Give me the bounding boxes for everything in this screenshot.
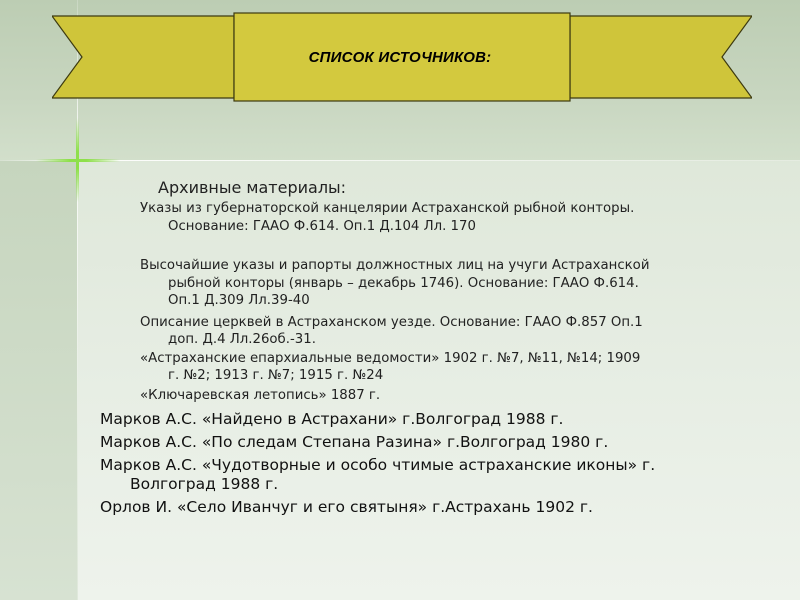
archive-heading: Архивные материалы:: [158, 178, 347, 197]
archive-item-line: Оп.1 Д.309 Лл.39-40: [168, 293, 310, 308]
source-item-line: Марков А.С. «По следам Степана Разина» г.Волгоград 1980 г.: [100, 433, 609, 451]
source-item-line: Марков А.С. «Чудотворные и особо чтимые астраханские иконы» г.: [100, 456, 656, 474]
source-item-line: Волгоград 1988 г.: [130, 475, 279, 493]
source-item-line: Марков А.С. «Найдено в Астрахани» г.Волгоград 1988 г.: [100, 410, 564, 428]
sparkle-vertical: [76, 118, 79, 202]
archive-item-line: доп. Д.4 Лл.26об.-31.: [168, 332, 316, 347]
archive-item-line: Основание: ГААО Ф.614. Оп.1 Д.104 Лл. 170: [168, 219, 476, 234]
archive-item-line: Высочайшие указы и рапорты должностных лиц на учуги Астраханской: [140, 258, 650, 273]
archive-item-line: Указы из губернаторской канцелярии Астраханской рыбной конторы.: [140, 201, 635, 216]
decorative-horizontal-line: [0, 160, 800, 161]
source-item-line: Орлов И. «Село Иванчуг и его святыня» г.Астрахань 1902 г.: [100, 498, 593, 516]
archive-item-line: рыбной конторы (январь – декабрь 1746). Основание: ГААО Ф.614.: [168, 276, 639, 291]
archive-item-line: «Ключаревская летопись» 1887 г.: [140, 388, 381, 403]
archive-item-line: «Астраханские епархиальные ведомости» 1902 г. №7, №11, №14; 1909: [140, 351, 641, 366]
archive-item-line: г. №2; 1913 г. №7; 1915 г. №24: [168, 368, 384, 383]
archive-item-line: Описание церквей в Астраханском уезде. Основание: ГААО Ф.857 Оп.1: [140, 315, 643, 330]
background-left-band: [0, 160, 78, 600]
page-title: СПИСОК ИСТОЧНИКОВ:: [308, 48, 492, 66]
